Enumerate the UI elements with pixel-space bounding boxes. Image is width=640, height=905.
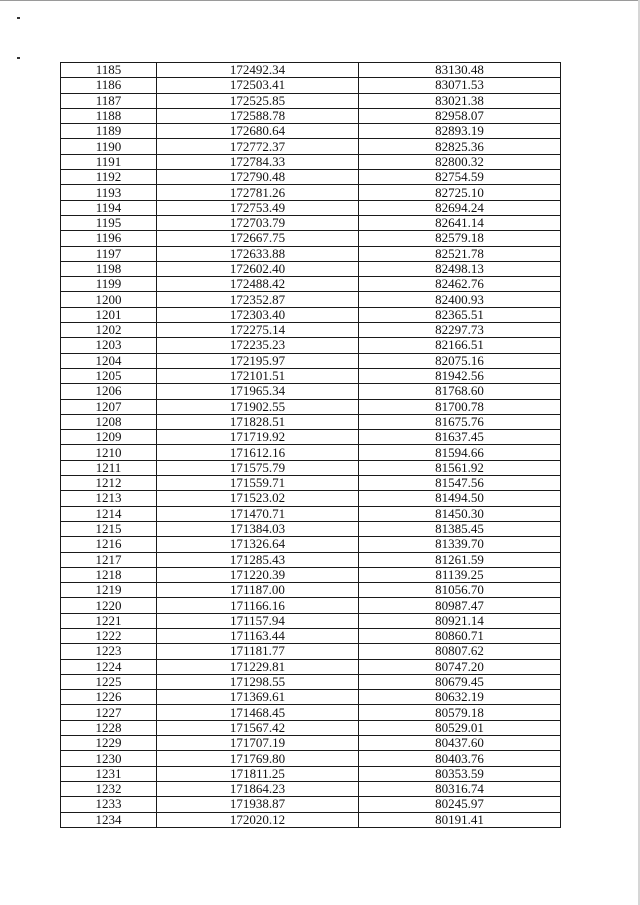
x-coordinate-cell: 171769.80 (157, 751, 359, 766)
point-number-cell: 1192 (61, 170, 157, 185)
table-row (61, 246, 561, 261)
point-number-cell: 1204 (61, 353, 157, 368)
x-coordinate-cell: 171965.34 (157, 384, 359, 399)
y-coordinate-cell: 82400.93 (359, 292, 561, 307)
point-number-cell: 1232 (61, 781, 157, 796)
table-row (61, 766, 561, 781)
point-number-cell: 1188 (61, 108, 157, 123)
point-number-cell: 1198 (61, 261, 157, 276)
point-number-cell: 1231 (61, 766, 157, 781)
table-row (61, 690, 561, 705)
coordinate-table-body (61, 63, 561, 828)
x-coordinate-cell: 171470.71 (157, 506, 359, 521)
table-row (61, 292, 561, 307)
x-coordinate-cell: 171285.43 (157, 552, 359, 567)
y-coordinate-cell: 80807.62 (359, 644, 561, 659)
table-row (61, 93, 561, 108)
table-row (61, 628, 561, 643)
coordinate-table (60, 62, 561, 828)
y-coordinate-cell: 80987.47 (359, 598, 561, 613)
table-row (61, 261, 561, 276)
table-row (61, 185, 561, 200)
y-coordinate-cell: 82166.51 (359, 338, 561, 353)
point-number-cell: 1217 (61, 552, 157, 567)
table-row (61, 430, 561, 445)
x-coordinate-cell: 172275.14 (157, 323, 359, 338)
y-coordinate-cell: 82754.59 (359, 170, 561, 185)
point-number-cell: 1202 (61, 323, 157, 338)
x-coordinate-cell: 171902.55 (157, 399, 359, 414)
scan-mark (17, 17, 20, 19)
table-row (61, 537, 561, 552)
point-number-cell: 1201 (61, 307, 157, 322)
y-coordinate-cell: 80632.19 (359, 690, 561, 705)
y-coordinate-cell: 80437.60 (359, 736, 561, 751)
x-coordinate-cell: 171187.00 (157, 583, 359, 598)
x-coordinate-cell: 172633.88 (157, 246, 359, 261)
point-number-cell: 1224 (61, 659, 157, 674)
point-number-cell: 1225 (61, 674, 157, 689)
table-row (61, 659, 561, 674)
y-coordinate-cell: 82958.07 (359, 108, 561, 123)
table-row (61, 751, 561, 766)
y-coordinate-cell: 82641.14 (359, 215, 561, 230)
point-number-cell: 1207 (61, 399, 157, 414)
x-coordinate-cell: 171163.44 (157, 628, 359, 643)
point-number-cell: 1195 (61, 215, 157, 230)
point-number-cell: 1220 (61, 598, 157, 613)
y-coordinate-cell: 81547.56 (359, 476, 561, 491)
point-number-cell: 1203 (61, 338, 157, 353)
table-row (61, 460, 561, 475)
point-number-cell: 1226 (61, 690, 157, 705)
x-coordinate-cell: 172667.75 (157, 231, 359, 246)
y-coordinate-cell: 80191.41 (359, 812, 561, 827)
point-number-cell: 1233 (61, 797, 157, 812)
x-coordinate-cell: 171166.16 (157, 598, 359, 613)
x-coordinate-cell: 171523.02 (157, 491, 359, 506)
point-number-cell: 1214 (61, 506, 157, 521)
table-row (61, 399, 561, 414)
point-number-cell: 1215 (61, 521, 157, 536)
x-coordinate-cell: 171181.77 (157, 644, 359, 659)
y-coordinate-cell: 82694.24 (359, 200, 561, 215)
table-row (61, 506, 561, 521)
table-row (61, 445, 561, 460)
point-number-cell: 1205 (61, 368, 157, 383)
y-coordinate-cell: 80921.14 (359, 613, 561, 628)
x-coordinate-cell: 172784.33 (157, 154, 359, 169)
y-coordinate-cell: 81561.92 (359, 460, 561, 475)
y-coordinate-cell: 82365.51 (359, 307, 561, 322)
x-coordinate-cell: 171719.92 (157, 430, 359, 445)
x-coordinate-cell: 171220.39 (157, 567, 359, 582)
y-coordinate-cell: 81339.70 (359, 537, 561, 552)
y-coordinate-cell: 83130.48 (359, 63, 561, 78)
table-row (61, 215, 561, 230)
y-coordinate-cell: 80579.18 (359, 705, 561, 720)
x-coordinate-cell: 172680.64 (157, 124, 359, 139)
x-coordinate-cell: 171864.23 (157, 781, 359, 796)
table-row (61, 139, 561, 154)
point-number-cell: 1187 (61, 93, 157, 108)
table-row (61, 154, 561, 169)
point-number-cell: 1209 (61, 430, 157, 445)
x-coordinate-cell: 171575.79 (157, 460, 359, 475)
table-row (61, 277, 561, 292)
table-row (61, 124, 561, 139)
x-coordinate-cell: 172488.42 (157, 277, 359, 292)
x-coordinate-cell: 172303.40 (157, 307, 359, 322)
point-number-cell: 1206 (61, 384, 157, 399)
point-number-cell: 1222 (61, 628, 157, 643)
table-row (61, 736, 561, 751)
x-coordinate-cell: 172602.40 (157, 261, 359, 276)
point-number-cell: 1210 (61, 445, 157, 460)
point-number-cell: 1219 (61, 583, 157, 598)
page-top-rule (0, 0, 640, 1)
y-coordinate-cell: 82579.18 (359, 231, 561, 246)
x-coordinate-cell: 172703.79 (157, 215, 359, 230)
y-coordinate-cell: 81768.60 (359, 384, 561, 399)
y-coordinate-cell: 82462.76 (359, 277, 561, 292)
y-coordinate-cell: 82075.16 (359, 353, 561, 368)
y-coordinate-cell: 82800.32 (359, 154, 561, 169)
point-number-cell: 1213 (61, 491, 157, 506)
point-number-cell: 1191 (61, 154, 157, 169)
point-number-cell: 1211 (61, 460, 157, 475)
y-coordinate-cell: 81056.70 (359, 583, 561, 598)
table-row (61, 644, 561, 659)
point-number-cell: 1218 (61, 567, 157, 582)
x-coordinate-cell: 171468.45 (157, 705, 359, 720)
table-row (61, 307, 561, 322)
x-coordinate-cell: 172503.41 (157, 78, 359, 93)
x-coordinate-cell: 171811.25 (157, 766, 359, 781)
x-coordinate-cell: 172781.26 (157, 185, 359, 200)
y-coordinate-cell: 81675.76 (359, 414, 561, 429)
point-number-cell: 1228 (61, 720, 157, 735)
table-row (61, 384, 561, 399)
point-number-cell: 1199 (61, 277, 157, 292)
y-coordinate-cell: 83021.38 (359, 93, 561, 108)
point-number-cell: 1193 (61, 185, 157, 200)
y-coordinate-cell: 80403.76 (359, 751, 561, 766)
table-row (61, 170, 561, 185)
y-coordinate-cell: 80747.20 (359, 659, 561, 674)
point-number-cell: 1197 (61, 246, 157, 261)
x-coordinate-cell: 171326.64 (157, 537, 359, 552)
point-number-cell: 1212 (61, 476, 157, 491)
table-row (61, 598, 561, 613)
y-coordinate-cell: 81637.45 (359, 430, 561, 445)
y-coordinate-cell: 80316.74 (359, 781, 561, 796)
x-coordinate-cell: 171567.42 (157, 720, 359, 735)
y-coordinate-cell: 80679.45 (359, 674, 561, 689)
x-coordinate-cell: 172492.34 (157, 63, 359, 78)
y-coordinate-cell: 80245.97 (359, 797, 561, 812)
y-coordinate-cell: 82893.19 (359, 124, 561, 139)
table-row (61, 78, 561, 93)
point-number-cell: 1216 (61, 537, 157, 552)
y-coordinate-cell: 81700.78 (359, 399, 561, 414)
table-row (61, 552, 561, 567)
table-row (61, 521, 561, 536)
point-number-cell: 1194 (61, 200, 157, 215)
y-coordinate-cell: 81450.30 (359, 506, 561, 521)
y-coordinate-cell: 80353.59 (359, 766, 561, 781)
table-row (61, 368, 561, 383)
y-coordinate-cell: 83071.53 (359, 78, 561, 93)
table-row (61, 323, 561, 338)
point-number-cell: 1229 (61, 736, 157, 751)
y-coordinate-cell: 81594.66 (359, 445, 561, 460)
table-row (61, 353, 561, 368)
x-coordinate-cell: 171828.51 (157, 414, 359, 429)
table-row (61, 491, 561, 506)
table-row (61, 583, 561, 598)
table-row (61, 231, 561, 246)
table-row (61, 720, 561, 735)
point-number-cell: 1196 (61, 231, 157, 246)
point-number-cell: 1221 (61, 613, 157, 628)
point-number-cell: 1208 (61, 414, 157, 429)
table-row (61, 705, 561, 720)
table-row (61, 812, 561, 827)
y-coordinate-cell: 82498.13 (359, 261, 561, 276)
x-coordinate-cell: 172195.97 (157, 353, 359, 368)
x-coordinate-cell: 171612.16 (157, 445, 359, 460)
point-number-cell: 1190 (61, 139, 157, 154)
y-coordinate-cell: 81261.59 (359, 552, 561, 567)
x-coordinate-cell: 172790.48 (157, 170, 359, 185)
x-coordinate-cell: 172772.37 (157, 139, 359, 154)
x-coordinate-cell: 172525.85 (157, 93, 359, 108)
scan-mark (17, 57, 20, 59)
y-coordinate-cell: 80860.71 (359, 628, 561, 643)
table-row (61, 567, 561, 582)
table-row (61, 414, 561, 429)
table-row (61, 338, 561, 353)
y-coordinate-cell: 81139.25 (359, 567, 561, 582)
table-row (61, 797, 561, 812)
point-number-cell: 1186 (61, 78, 157, 93)
x-coordinate-cell: 171229.81 (157, 659, 359, 674)
x-coordinate-cell: 172352.87 (157, 292, 359, 307)
y-coordinate-cell: 81385.45 (359, 521, 561, 536)
point-number-cell: 1230 (61, 751, 157, 766)
x-coordinate-cell: 171938.87 (157, 797, 359, 812)
x-coordinate-cell: 172101.51 (157, 368, 359, 383)
point-number-cell: 1227 (61, 705, 157, 720)
x-coordinate-cell: 172753.49 (157, 200, 359, 215)
x-coordinate-cell: 171157.94 (157, 613, 359, 628)
y-coordinate-cell: 82521.78 (359, 246, 561, 261)
table-row (61, 63, 561, 78)
point-number-cell: 1223 (61, 644, 157, 659)
table-row (61, 108, 561, 123)
point-number-cell: 1189 (61, 124, 157, 139)
x-coordinate-cell: 171384.03 (157, 521, 359, 536)
table-row (61, 674, 561, 689)
y-coordinate-cell: 82297.73 (359, 323, 561, 338)
x-coordinate-cell: 171707.19 (157, 736, 359, 751)
y-coordinate-cell: 80529.01 (359, 720, 561, 735)
x-coordinate-cell: 172588.78 (157, 108, 359, 123)
y-coordinate-cell: 82825.36 (359, 139, 561, 154)
x-coordinate-cell: 171298.55 (157, 674, 359, 689)
x-coordinate-cell: 171559.71 (157, 476, 359, 491)
x-coordinate-cell: 172235.23 (157, 338, 359, 353)
table-row (61, 781, 561, 796)
table-row (61, 613, 561, 628)
point-number-cell: 1234 (61, 812, 157, 827)
table-row (61, 200, 561, 215)
table-row (61, 476, 561, 491)
point-number-cell: 1185 (61, 63, 157, 78)
point-number-cell: 1200 (61, 292, 157, 307)
y-coordinate-cell: 81494.50 (359, 491, 561, 506)
y-coordinate-cell: 82725.10 (359, 185, 561, 200)
y-coordinate-cell: 81942.56 (359, 368, 561, 383)
x-coordinate-cell: 172020.12 (157, 812, 359, 827)
x-coordinate-cell: 171369.61 (157, 690, 359, 705)
